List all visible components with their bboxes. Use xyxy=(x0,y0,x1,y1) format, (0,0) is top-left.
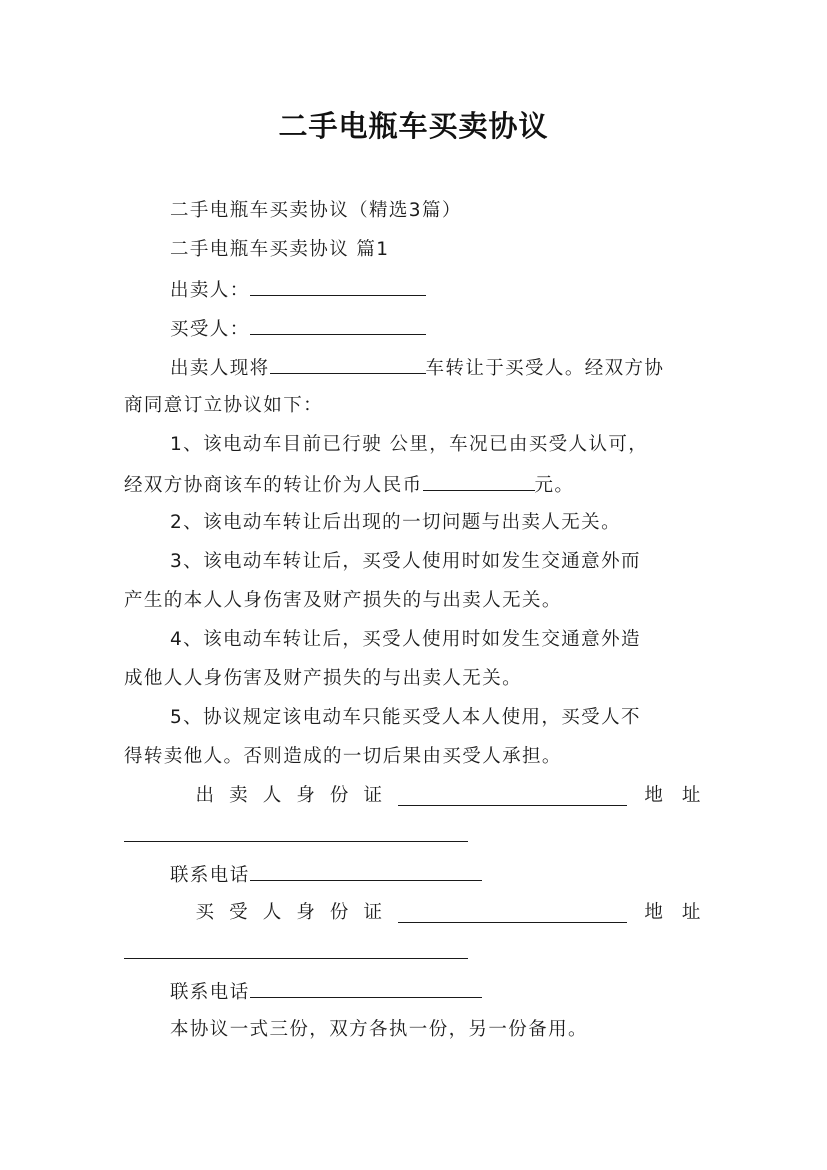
clause-4-line-2: 成他人人身伤害及财产损失的与出卖人无关。 xyxy=(124,668,523,689)
buyer-id-char: 人 xyxy=(262,902,282,923)
buyer-address-line xyxy=(124,939,468,967)
seller-id-char: 份 xyxy=(329,785,349,806)
buyer-id-blank xyxy=(398,903,627,923)
buyer-id-char: 份 xyxy=(329,902,349,923)
clause-3-line-1: 3、该电动车转让后，买受人使用时如发生交通意外而 xyxy=(170,551,641,572)
seller-phone-line xyxy=(170,861,482,889)
transfer-line-1 xyxy=(170,354,664,382)
transfer-text-end: 车转让于买受人。经双方协 xyxy=(425,358,665,379)
seller-label: 出卖人： xyxy=(170,280,250,301)
seller-address-line xyxy=(124,822,468,850)
seller-id-char: 人 xyxy=(262,785,282,806)
seller-id-char: 身 xyxy=(296,785,315,806)
seller-address-blank xyxy=(124,822,468,842)
address-char: 址 xyxy=(681,902,701,923)
transfer-line-2: 商同意订立协议如下： xyxy=(124,395,324,416)
clause-2: 2、该电动车转让后出现的一切问题与出卖人无关。 xyxy=(170,512,621,533)
buyer-id-char: 身 xyxy=(296,902,315,923)
seller-name-blank xyxy=(250,276,426,296)
price-unit: 元。 xyxy=(534,475,575,496)
price-text: 经双方协商该车的转让价为人民币 xyxy=(124,475,423,496)
price-blank xyxy=(423,471,535,491)
buyer-id-char: 受 xyxy=(229,902,248,923)
seller-id-char: 卖 xyxy=(229,785,248,806)
clause-3-line-2: 产生的本人人身伤害及财产损失的与出卖人无关。 xyxy=(124,590,562,611)
buyer-id-char: 买 xyxy=(195,902,215,923)
buyer-id-char: 证 xyxy=(363,902,383,923)
address-char: 址 xyxy=(681,785,701,806)
buyer-line xyxy=(170,315,426,343)
address-char: 地 xyxy=(644,785,663,806)
buyer-address-blank xyxy=(124,939,468,959)
document-title: 二手电瓶车买卖协议 xyxy=(278,109,549,143)
buyer-id-line xyxy=(188,900,708,926)
buyer-label: 买受人： xyxy=(170,319,250,340)
clause-1-line-1: 1、该电动车目前已行驶 公里，车况已由买受人认可， xyxy=(170,434,649,455)
seller-line xyxy=(170,276,426,304)
document-subtitle: 二手电瓶车买卖协议（精选3篇） xyxy=(170,200,462,221)
vehicle-blank xyxy=(270,354,426,374)
seller-id-blank xyxy=(398,786,627,806)
clause-4-line-1: 4、该电动车转让后，买受人使用时如发生交通意外造 xyxy=(170,629,641,650)
buyer-phone-label: 联系电话 xyxy=(170,982,250,1003)
clause-1-line-2 xyxy=(124,471,574,499)
closing-statement: 本协议一式三份，双方各执一份，另一份备用。 xyxy=(170,1019,588,1040)
clause-5-line-2: 得转卖他人。否则造成的一切后果由买受人承担。 xyxy=(124,746,562,767)
buyer-name-blank xyxy=(250,315,426,335)
seller-id-line xyxy=(188,783,708,809)
buyer-phone-blank xyxy=(250,978,482,998)
address-char: 地 xyxy=(644,902,663,923)
seller-id-char: 出 xyxy=(195,785,215,806)
transfer-text-start: 出卖人现将 xyxy=(170,358,270,379)
seller-id-char: 证 xyxy=(363,785,383,806)
clause-5-line-1: 5、协议规定该电动车只能买受人本人使用，买受人不 xyxy=(170,707,641,728)
seller-phone-label: 联系电话 xyxy=(170,865,250,886)
seller-phone-blank xyxy=(250,861,482,881)
buyer-phone-line xyxy=(170,978,482,1006)
section-heading: 二手电瓶车买卖协议 篇1 xyxy=(170,239,390,260)
